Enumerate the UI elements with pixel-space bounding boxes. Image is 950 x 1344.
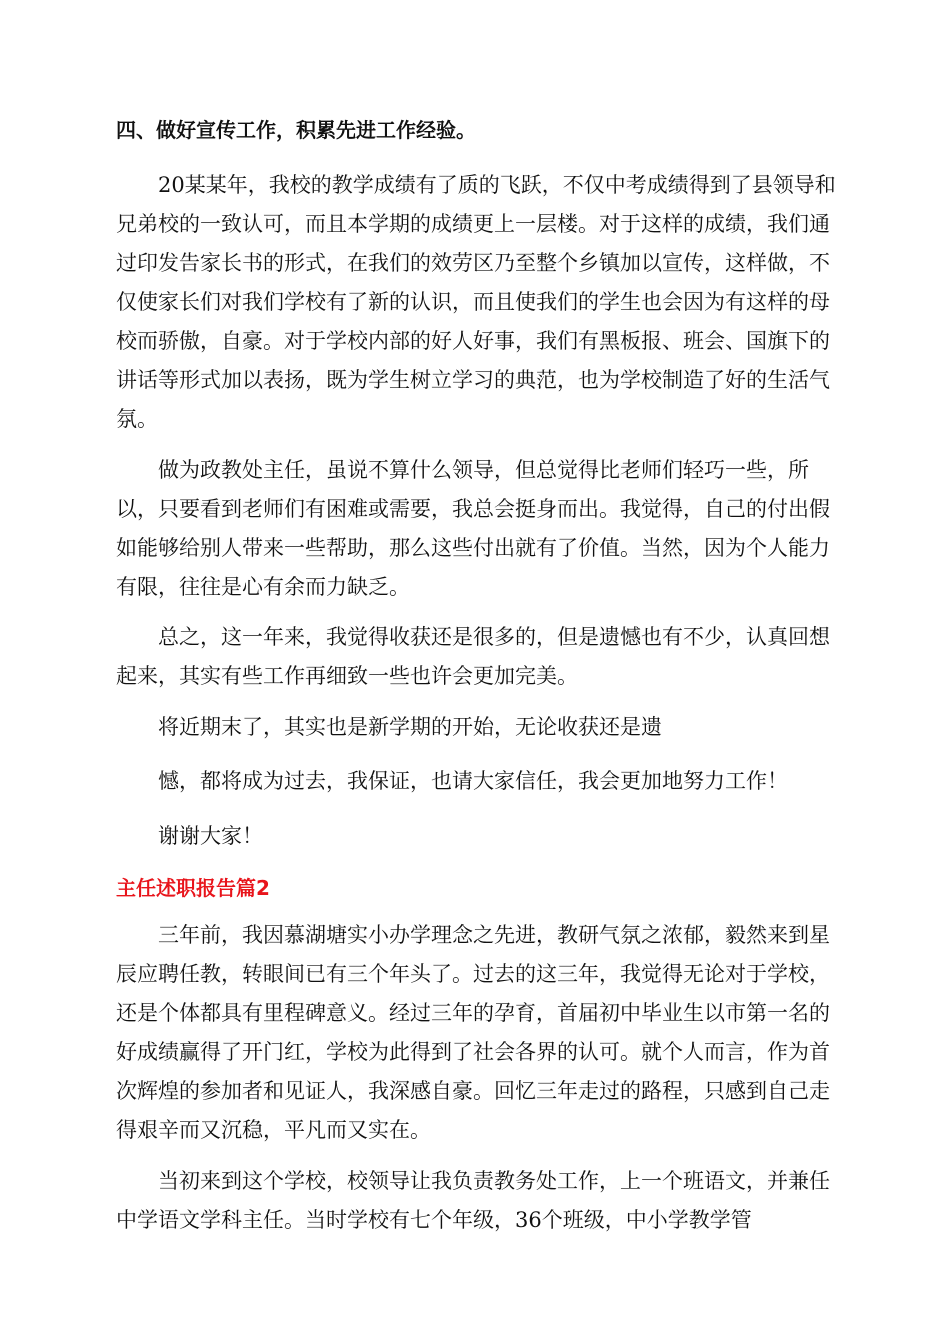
- article-paragraph-intro: 三年前，我因慕湖塘实小办学理念之先进，教研气氛之浓郁，毅然来到星辰应聘任教，转眼间已有三个年头了。过去的这三年，我觉得无论对于学校，还是个体都具有里程碑意义。经过三年的孕育，首届初中毕业生以市第一名的好成绩赢得了开门红，学校为此得到了社会各界的认可。就个人而言，作为首次辉煌的参加者和见证人，我深感自豪。回忆三年走过的路程，只感到自己走得艰辛而又沉稳，平凡而又实在。: [116, 923, 830, 1142]
- article-paragraph-duties: 当初来到这个学校，校领导让我负责教务处工作，上一个班语文，并兼任中学语文学科主任。当时学校有七个年级，36个班级，中小学教学管: [116, 1169, 830, 1232]
- paragraph-summary: 总之，这一年来，我觉得收获还是很多的，但是遗憾也有不少，认真回想起来，其实有些工作再细致一些也许会更加完美。: [116, 625, 830, 688]
- paragraph-thanks: 谢谢大家！: [158, 824, 263, 848]
- paragraph-closing-1: 将近期末了，其实也是新学期的开始，无论收获还是遗: [158, 715, 662, 739]
- section-heading: 四、做好宣传工作，积累先进工作经验。: [116, 118, 476, 142]
- paragraph-role: 做为政教处主任，虽说不算什么领导，但总觉得比老师们轻巧一些，所以，只要看到老师们有困难或需要，我总会挺身而出。我觉得，自己的付出假如能够给别人带来一些帮助，那么这些付出就有了价值。当然，因为个人能力有限，往往是心有余而力缺乏。: [116, 458, 830, 599]
- article-title: 主任述职报告篇2: [116, 876, 270, 900]
- paragraph-closing-2: 憾，都将成为过去，我保证，也请大家信任，我会更加地努力工作！: [158, 769, 788, 793]
- paragraph-achievements: 20某某年，我校的教学成绩有了质的飞跃，不仅中考成绩得到了县领导和兄弟校的一致认可，而且本学期的成绩更上一层楼。对于这样的成绩，我们通过印发告家长书的形式，在我们的效劳区乃至整个乡镇加以宣传，这样做，不仅使家长们对我们学校有了新的认识，而且使我们的学生也会因为有这样的母校而骄傲，自豪。对于学校内部的好人好事，我们有黑板报、班会、国旗下的讲话等形式加以表扬，既为学生树立学习的典范，也为学校制造了好的生活气氛。: [116, 173, 836, 431]
